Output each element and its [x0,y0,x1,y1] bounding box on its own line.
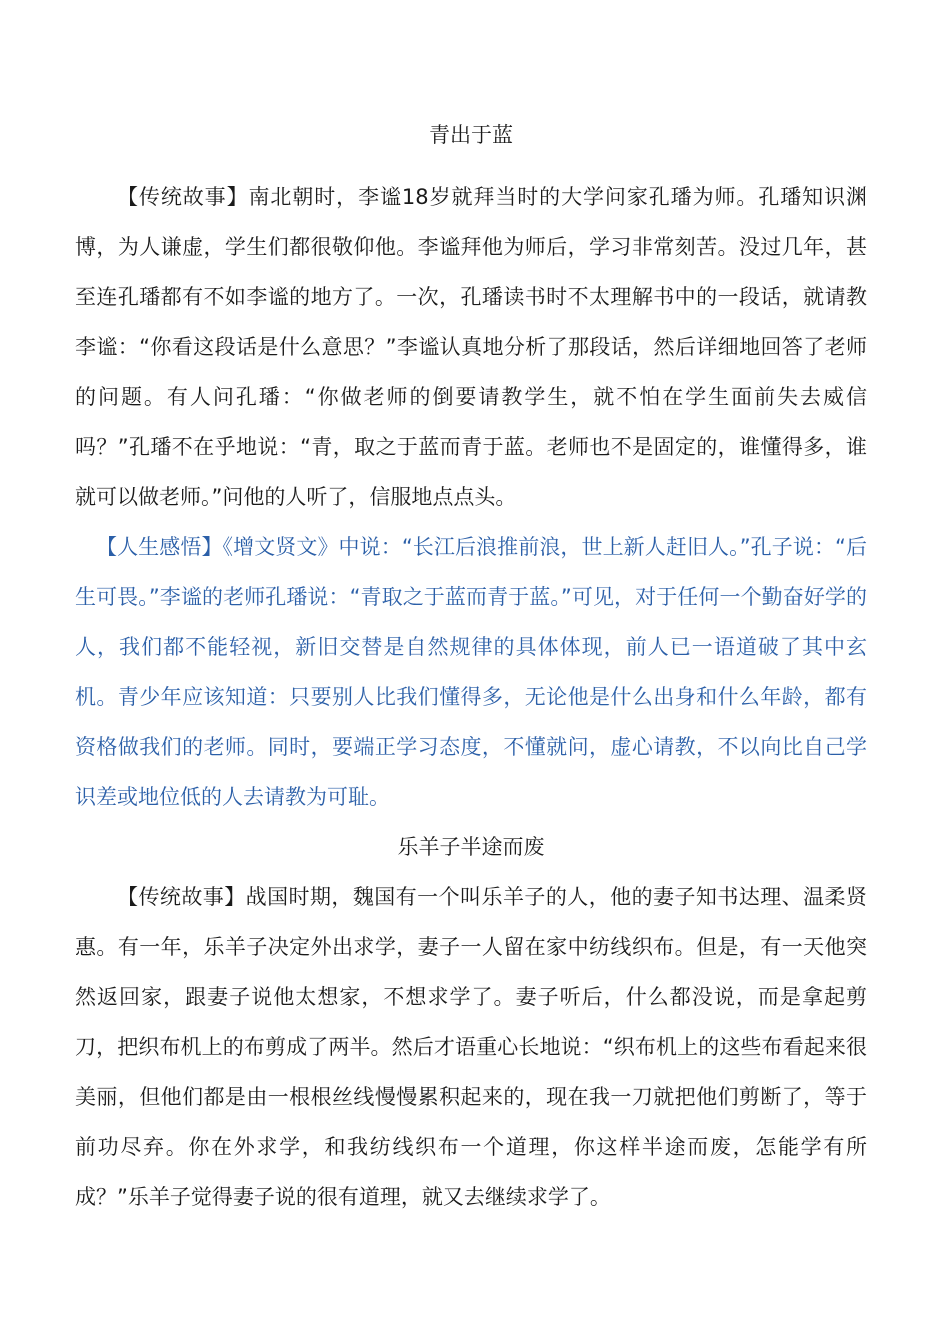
document-page [75,110,867,1222]
story-paragraph-2: 【传统故事】战国时期，魏国有一个叫乐羊子的人，他的妻子知书达理、温柔贤惠。有一年，乐羊子决定外出求学，妻子一人留在家中纺线织布。但是，有一天他突然返回家，跟妻子说他太想家，不想求学了。妻子听后，什么都没说，而是拿起剪刀，把织布机上的布剪成了两半。然后才语重心长地说：“织布机上的这些布看起来很美丽，但他们都是由一根根丝线慢慢累积起来的，现在我一刀就把他们剪断了，等于前功尽弃。你在外求学，和我纺线织布一个道理，你这样半途而废，怎能学有所成？”乐羊子觉得妻子说的很有道理，就又去继续求学了。 [75,885,867,1209]
insight-paragraph-1: 【人生感悟】《增文贤文》中说：“长江后浪推前浪，世上新人赶旧人。”孔子说：“后生可畏。”李谧的老师孔璠说：“青取之于蓝而青于蓝。”可见，对于任何一个勤奋好学的人，我们都不能轻视，新旧交替是自然规律的具体体现，前人已一语道破了其中玄机。青少年应该知道：只要别人比我们懂得多，无论他是什么出身和什么年龄，都有资格做我们的老师。同时，要端正学习态度，不懂就问，虚心请教，不以向比自己学识差或地位低的人去请教为可耻。 [75,535,867,809]
story-paragraph-1: 【传统故事】南北朝时，李谧18岁就拜当时的大学问家孔璠为师。孔璠知识渊博，为人谦虚，学生们都很敬仰他。李谧拜他为师后，学习非常刻苦。没过几年，甚至连孔璠都有不如李谧的地方了。一次，孔璠读书时不太理解书中的一段话，就请教李谧：“你看这段话是什么意思？”李谧认真地分析了那段话，然后详细地回答了老师的问题。有人问孔璠：“你做老师的倒要请教学生，就不怕在学生面前失去威信吗？”孔璠不在乎地说：“青，取之于蓝而青于蓝。老师也不是固定的，谁懂得多，谁就可以做老师。”问他的人听了，信服地点点头。 [75,185,867,509]
story-title-2: 乐羊子半途而废 [397,835,545,859]
story-title-1: 青出于蓝 [429,123,513,147]
